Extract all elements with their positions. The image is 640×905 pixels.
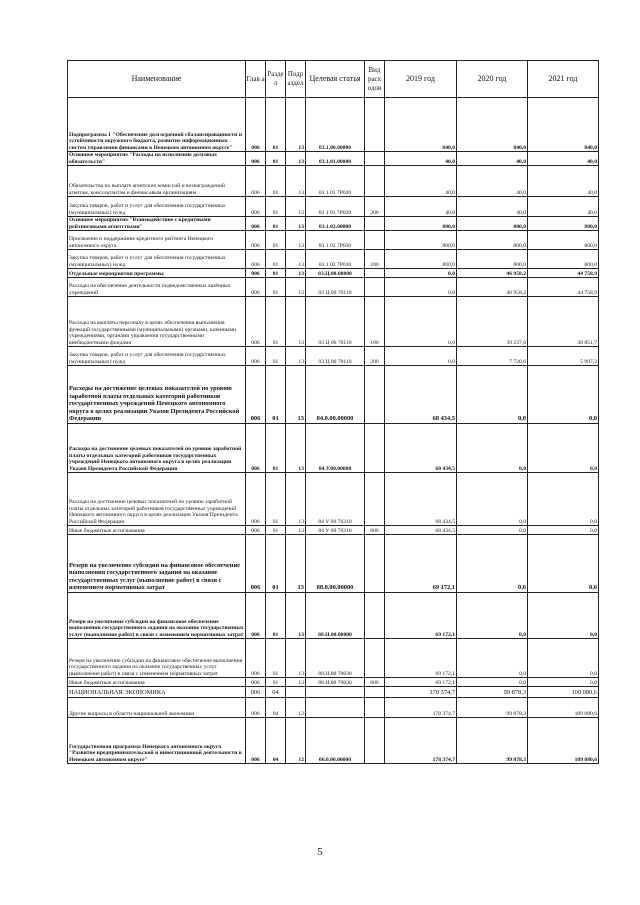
cell-g: 006	[246, 698, 266, 718]
cell-art: 03 Ц 00 70110	[306, 278, 365, 297]
cell-y3: 800,0	[528, 231, 599, 250]
cell-art: 88.0.00.00000	[306, 535, 365, 593]
cell-art: 03 1 02 7Р030	[306, 250, 365, 269]
cell-y3: 109 080,6	[528, 687, 599, 698]
cell-y2: 40,0	[457, 152, 528, 166]
cell-r: 04	[266, 687, 286, 698]
cell-name: Обязательства по выплате агентских комиссий и вознаграждений агентам, консультантам и финансовым организациям	[68, 166, 246, 197]
table-row	[68, 269, 599, 278]
cell-p: 13	[286, 278, 306, 297]
cell-vr	[365, 269, 385, 278]
cell-y1: 0,0	[385, 297, 457, 347]
table-row	[68, 678, 599, 687]
cell-g: 006	[246, 535, 266, 593]
cell-p	[286, 687, 306, 698]
cell-y1: 0,0	[385, 347, 457, 366]
cell-art: 88.Н.00 70830	[306, 639, 365, 678]
cell-name: Иные бюджетные ассигнования	[68, 678, 246, 687]
table-row	[68, 366, 599, 424]
cell-y3: 5 907,2	[528, 347, 599, 366]
cell-y2: 800,0	[457, 231, 528, 250]
cell-g: 006	[246, 473, 266, 526]
cell-r: 01	[266, 535, 286, 593]
cell-g: 006	[246, 366, 266, 424]
cell-art: 03 Ц 00 70110	[306, 297, 365, 347]
cell-g: 006	[246, 593, 266, 639]
cell-vr	[365, 166, 385, 197]
cell-art: 03 1 02 7Р030	[306, 231, 365, 250]
cell-p: 13	[286, 473, 306, 526]
cell-name: Подпрограмма 1 "Обеспечение долгосрочной сбалансированности и устойчивости окружного бюджета, развитие информационных систем управления финансами в Ненецком автономном округе"	[68, 98, 246, 152]
cell-art: 88.Н.00.00000	[306, 593, 365, 639]
cell-y1: 178 374,7	[385, 698, 457, 718]
cell-name: Государственная программа Ненецкого автономного округа "Развитие предпринимательской и инвестиционной деятельности в Ненецком автономном округе"	[68, 718, 246, 764]
cell-g: 006	[246, 526, 266, 535]
cell-y1: 800,0	[385, 231, 457, 250]
cell-g: 006	[246, 217, 266, 231]
cell-name: Резерв на увеличение субсидии на финансовое обеспечение выполнения государственного задания на оказание государственных услуг (выполнение работ) в связи с изменением нормативных затрат	[68, 535, 246, 593]
cell-y3: 800,0	[528, 250, 599, 269]
table-row	[68, 231, 599, 250]
table-row	[68, 687, 599, 698]
cell-y3: 44 758,9	[528, 278, 599, 297]
cell-art: 03.1.00.00000	[306, 98, 365, 152]
cell-g: 006	[246, 424, 266, 473]
cell-art: 03 1 01 7Р020	[306, 197, 365, 217]
cell-y3: 44 758,9	[528, 269, 599, 278]
cell-g: 006	[246, 297, 266, 347]
cell-art: 84.У.00.00000	[306, 424, 365, 473]
cell-r: 04	[266, 718, 286, 764]
table-row	[68, 152, 599, 166]
cell-y1: 0,0	[385, 278, 457, 297]
cell-art	[306, 698, 365, 718]
cell-y1: 840,0	[385, 98, 457, 152]
cell-y1: 69 172,1	[385, 535, 457, 593]
cell-vr	[365, 698, 385, 718]
cell-g: 006	[246, 687, 266, 698]
cell-g: 006	[246, 152, 266, 166]
cell-r: 01	[266, 250, 286, 269]
cell-art: 03.1.01.00000	[306, 152, 365, 166]
header-2019: 2019 год	[385, 61, 457, 98]
cell-p: 13	[286, 152, 306, 166]
cell-r: 01	[266, 366, 286, 424]
cell-y2: 99 878,3	[457, 687, 528, 698]
cell-vr: 200	[365, 347, 385, 366]
cell-y3: 0,0	[528, 424, 599, 473]
cell-y1: 69 172,1	[385, 678, 457, 687]
cell-y1: 69 172,1	[385, 593, 457, 639]
cell-y1: 68 434,5	[385, 424, 457, 473]
cell-name: Расходы на обеспечение деятельности подведомственных казённых учреждений	[68, 278, 246, 297]
cell-p: 13	[286, 424, 306, 473]
cell-y1: 0,0	[385, 269, 457, 278]
cell-y2: 800,0	[457, 250, 528, 269]
cell-name: Основное мероприятие "Расходы на исполнение долговых обязательств"	[68, 152, 246, 166]
cell-y3: 0,0	[528, 366, 599, 424]
cell-y2: 46 958,2	[457, 269, 528, 278]
cell-y2: 0,0	[457, 366, 528, 424]
cell-y2: 840,0	[457, 98, 528, 152]
table-row	[68, 526, 599, 535]
cell-name: Присвоение и поддержание кредитного рейтинга Ненецкого автономного округа	[68, 231, 246, 250]
cell-r: 01	[266, 152, 286, 166]
cell-vr: 800	[365, 526, 385, 535]
cell-y2: 40,0	[457, 197, 528, 217]
table-row	[68, 278, 599, 297]
table-row	[68, 217, 599, 231]
cell-vr	[365, 231, 385, 250]
cell-p: 13	[286, 347, 306, 366]
cell-y3: 840,0	[528, 98, 599, 152]
table-row	[68, 639, 599, 678]
cell-y2: 0,0	[457, 678, 528, 687]
cell-r: 01	[266, 197, 286, 217]
table-row	[68, 250, 599, 269]
cell-g: 006	[246, 231, 266, 250]
cell-art: 06.0.00.00000	[306, 718, 365, 764]
cell-g: 006	[246, 197, 266, 217]
cell-g: 006	[246, 166, 266, 197]
cell-g: 006	[246, 269, 266, 278]
cell-p: 13	[286, 678, 306, 687]
cell-name: Закупка товаров, работ и услуг для обеспечения государственных (муниципальных) нужд	[68, 250, 246, 269]
table-row	[68, 197, 599, 217]
table-row	[68, 98, 599, 152]
cell-y2: 0,0	[457, 424, 528, 473]
cell-y1: 800,0	[385, 250, 457, 269]
cell-p: 13	[286, 593, 306, 639]
table-body	[68, 98, 599, 764]
cell-name: Резерв на увеличение субсидии на финансовое обеспечение выполнения государственного задания на оказание государственных услуг (выполнение работ) в связи с изменением нормативных затрат	[68, 639, 246, 678]
cell-y2: 40,0	[457, 166, 528, 197]
table-row	[68, 473, 599, 526]
cell-r: 04	[266, 698, 286, 718]
header-expense-type: Вид расх одов	[365, 61, 385, 98]
cell-r: 01	[266, 639, 286, 678]
cell-p: 13	[286, 217, 306, 231]
cell-r: 01	[266, 526, 286, 535]
cell-vr	[365, 718, 385, 764]
cell-name: Закупка товаров, работ и услуг для обеспечения государственных (муниципальных) нужд	[68, 197, 246, 217]
cell-name: Другие вопросы в области национальной экономики	[68, 698, 246, 718]
cell-y3: 0,0	[528, 535, 599, 593]
cell-y1: 178 374,7	[385, 718, 457, 764]
header-podrazdel: Подр аздел	[286, 61, 306, 98]
cell-y3: 0,0	[528, 639, 599, 678]
cell-name: Основное мероприятие "Взаимодействие с кредитными рейтинговыми агентствами"	[68, 217, 246, 231]
cell-vr	[365, 593, 385, 639]
table-row	[68, 166, 599, 197]
cell-g: 006	[246, 347, 266, 366]
cell-r: 01	[266, 269, 286, 278]
cell-y1: 69 172,1	[385, 639, 457, 678]
table-row	[68, 297, 599, 347]
cell-y3: 0,0	[528, 473, 599, 526]
cell-vr	[365, 473, 385, 526]
cell-vr: 200	[365, 197, 385, 217]
cell-y3: 0,0	[528, 678, 599, 687]
cell-y3: 40,0	[528, 166, 599, 197]
cell-g: 006	[246, 278, 266, 297]
header-2021: 2021 год	[528, 61, 599, 98]
cell-y1: 178 374,7	[385, 687, 457, 698]
cell-y3: 40,0	[528, 152, 599, 166]
cell-y2: 99 878,3	[457, 698, 528, 718]
cell-p: 13	[286, 526, 306, 535]
cell-art: 03.Ц.00.00000	[306, 269, 365, 278]
budget-table	[67, 60, 599, 764]
cell-y2: 0,0	[457, 535, 528, 593]
cell-y1: 68 434,5	[385, 366, 457, 424]
cell-vr: 100	[365, 297, 385, 347]
table-row	[68, 347, 599, 366]
table-row	[68, 424, 599, 473]
header-name: Наименование	[68, 61, 246, 98]
cell-y3: 38 851,7	[528, 297, 599, 347]
table-row	[68, 535, 599, 593]
cell-y3: 0,0	[528, 526, 599, 535]
cell-y2: 800,0	[457, 217, 528, 231]
cell-y1: 800,0	[385, 217, 457, 231]
cell-vr	[365, 639, 385, 678]
cell-p: 12	[286, 698, 306, 718]
cell-name: Расходы на достижение целевых показателей по уровню заработной платы отдельных категорий работников государственных учреждений Ненецкого автономного округа в целях реализации Указов Президента Российской Федерации	[68, 366, 246, 424]
header-razdel: Разде л	[266, 61, 286, 98]
cell-p: 13	[286, 98, 306, 152]
cell-r: 01	[266, 347, 286, 366]
cell-vr	[365, 366, 385, 424]
cell-p: 13	[286, 250, 306, 269]
cell-r: 01	[266, 473, 286, 526]
cell-p: 13	[286, 366, 306, 424]
cell-r: 01	[266, 297, 286, 347]
cell-name: НАЦИОНАЛЬНАЯ ЭКОНОМИКА	[68, 687, 246, 698]
cell-r: 01	[266, 593, 286, 639]
cell-vr	[365, 535, 385, 593]
cell-art	[306, 687, 365, 698]
cell-g: 006	[246, 98, 266, 152]
cell-vr	[365, 217, 385, 231]
cell-name: Расходы на выплаты персоналу в целях обеспечения выполнения функций государственными (муниципальными) органами, казенными учреждениями, органами управления государственными внебюджетными фондами	[68, 297, 246, 347]
cell-r: 01	[266, 98, 286, 152]
header-2020: 2020 год	[457, 61, 528, 98]
cell-vr	[365, 424, 385, 473]
cell-y3: 109 080,6	[528, 718, 599, 764]
cell-y1: 40,0	[385, 152, 457, 166]
cell-y2: 7 720,6	[457, 347, 528, 366]
cell-r: 01	[266, 278, 286, 297]
cell-vr	[365, 278, 385, 297]
cell-vr: 200	[365, 250, 385, 269]
cell-p: 12	[286, 718, 306, 764]
cell-art: 88.Н.00 70830	[306, 678, 365, 687]
cell-name: Расходы на достижение целевых показателей по уровню заработной платы отдельных категорий работников государственных учреждений Ненецкого автономного округа в целях реализации Указов Президента Российской Федерации	[68, 473, 246, 526]
cell-y3: 40,0	[528, 197, 599, 217]
table-row	[68, 593, 599, 639]
cell-name: Иные бюджетные ассигнования	[68, 526, 246, 535]
cell-y1: 40,0	[385, 166, 457, 197]
cell-art: 84 У 00 70210	[306, 473, 365, 526]
cell-r: 01	[266, 166, 286, 197]
cell-vr	[365, 152, 385, 166]
cell-g: 006	[246, 678, 266, 687]
cell-r: 01	[266, 217, 286, 231]
cell-vr: 800	[365, 678, 385, 687]
cell-y2: 39 237,6	[457, 297, 528, 347]
cell-p: 13	[286, 166, 306, 197]
cell-y2: 99 878,3	[457, 718, 528, 764]
cell-y2: 0,0	[457, 473, 528, 526]
cell-y2: 0,0	[457, 526, 528, 535]
header-article: Целевая статья	[306, 61, 365, 98]
cell-p: 13	[286, 535, 306, 593]
cell-art: 03.1.02.00000	[306, 217, 365, 231]
cell-name: Расходы на достижение целевых показателей по уровню заработной платы отдельных категорий работников государственных учреждений Ненецкого автономного округа в целях реализации Указов Президента Российской Федерации	[68, 424, 246, 473]
cell-p: 13	[286, 297, 306, 347]
cell-name: Закупка товаров, работ и услуг для обеспечения государственных (муниципальных) нужд	[68, 347, 246, 366]
cell-art: 84.0.00.00000	[306, 366, 365, 424]
cell-vr	[365, 687, 385, 698]
cell-y3: 109 080,6	[528, 698, 599, 718]
cell-y2: 0,0	[457, 639, 528, 678]
cell-y1: 68 434,5	[385, 473, 457, 526]
cell-r: 01	[266, 231, 286, 250]
cell-p: 13	[286, 231, 306, 250]
cell-vr	[365, 98, 385, 152]
cell-y1: 40,0	[385, 197, 457, 217]
table-row	[68, 718, 599, 764]
cell-p: 13	[286, 639, 306, 678]
cell-y2: 46 958,2	[457, 278, 528, 297]
page-number: 5	[317, 846, 323, 858]
cell-y3: 800,0	[528, 217, 599, 231]
cell-r: 01	[266, 424, 286, 473]
cell-art: 03 Ц 00 70110	[306, 347, 365, 366]
cell-art: 84 У 00 70210	[306, 526, 365, 535]
cell-g: 006	[246, 718, 266, 764]
cell-y2: 0,0	[457, 593, 528, 639]
cell-art: 03 1 01 7Р020	[306, 166, 365, 197]
cell-p: 13	[286, 269, 306, 278]
cell-p: 13	[286, 197, 306, 217]
table-header-row	[68, 61, 599, 98]
cell-name: Резерв на увеличение субсидии на финансовое обеспечение выполнения государственного задания на оказание государственных услуг (выполнение работ) в связи с изменением нормативных затрат	[68, 593, 246, 639]
table-row	[68, 698, 599, 718]
cell-y1: 68 434,5	[385, 526, 457, 535]
header-glava: Глав а	[246, 61, 266, 98]
cell-r: 01	[266, 678, 286, 687]
cell-g: 006	[246, 250, 266, 269]
cell-y3: 0,0	[528, 593, 599, 639]
cell-name: Отдельные мероприятия программы	[68, 269, 246, 278]
cell-g: 006	[246, 639, 266, 678]
